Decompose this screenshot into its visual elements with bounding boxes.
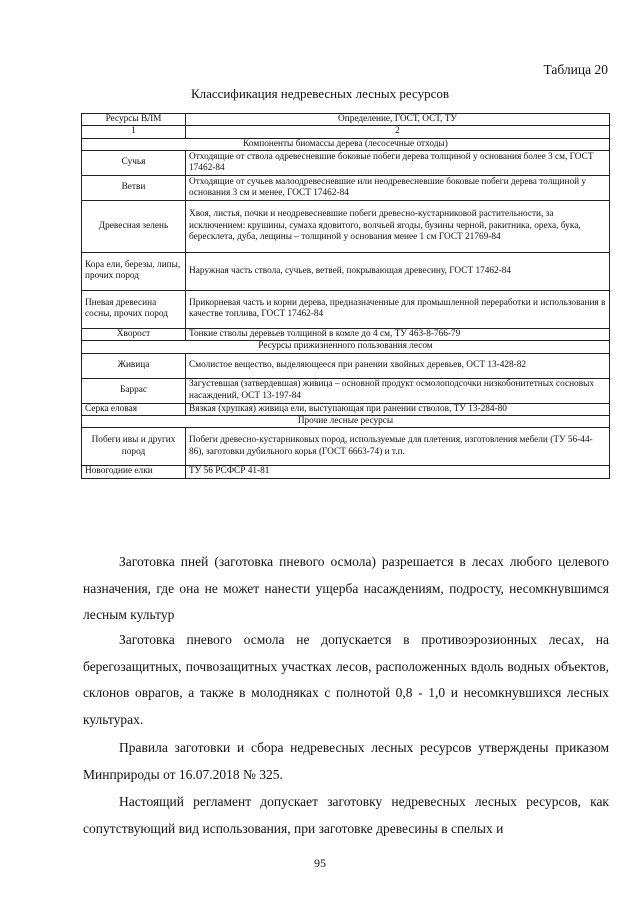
resource-name: Живица: [82, 353, 186, 378]
resource-name: Хворост: [82, 328, 186, 340]
paragraph-text: Заготовка пневого осмола не допускается в противоэрозионных лесах, на берегозащитных, почвозащитных участках лесов, расположенных вдоль водных объектов, склонов оврагов, а также в молодняках с полнотой 0,8 - 1,0 и несомкнувшихся лесных культурах.: [83, 632, 609, 727]
resource-name: Древесная зелень: [82, 200, 186, 252]
column-header-resources: Ресурсы ВЛМ: [82, 114, 186, 126]
resource-name: Сучья: [82, 150, 186, 175]
table-number-row: [82, 126, 610, 138]
resource-definition: Отходящие от ствола одревесневшие боковые побеги дерева толщиной у основания более 3 см, ГОСТ 17462-84: [186, 150, 610, 175]
page-number: 95: [314, 856, 326, 870]
paragraph-text: Заготовка пней (заготовка пневого осмола) разрешается в лесах любого целевого назначения, где она не может нанести ущерба насаждениям, подросту, несомкнувшимся лесным культур: [83, 554, 609, 622]
body-paragraph: [83, 789, 609, 842]
resource-name: Ветви: [82, 175, 186, 200]
body-paragraph: [83, 735, 609, 788]
table-row: [82, 466, 610, 478]
section-title: Ресурсы прижизненного пользования лесом: [82, 341, 610, 353]
table-row: [82, 353, 610, 378]
section-row: [82, 341, 610, 353]
table-row: [82, 328, 610, 340]
table-row: [82, 150, 610, 175]
body-paragraph: [83, 549, 609, 629]
resource-definition: ТУ 56 РСФСР 41-81: [186, 466, 610, 478]
resource-definition: Прикорневая часть и корни дерева, предназначенные для промышленной переработки и использования в качестве топлива, ГОСТ 17462-84: [186, 290, 610, 328]
resource-definition: Побеги древесно-кустарниковых пород, используемые для плетения, изготовления мебели (ТУ 56-44-86), заготовки дубильного корья (ГОСТ 6663-74) и т.п.: [186, 428, 610, 466]
resource-name: Баррас: [82, 378, 186, 403]
section-title: Компоненты биомассы дерева (лесосечные отходы): [82, 138, 610, 150]
table-row: [82, 200, 610, 252]
table-row: [82, 252, 610, 290]
column-number: 2: [186, 126, 610, 138]
table-row: [82, 175, 610, 200]
section-row: [82, 415, 610, 427]
resource-definition: Отходящие от сучьев малоодревесневшие или неодревесневшие боковые побеги дерева толщиной у основания 3 см и менее, ГОСТ 17462-84: [186, 175, 610, 200]
table-row: [82, 403, 610, 415]
table-header-row: [82, 114, 610, 126]
resource-definition: Тонкие стволы деревьев толщиной в комле до 4 см, ТУ 463-8-766-79: [186, 328, 610, 340]
resource-definition: Вязкая (хрупкая) живица ели, выступающая при ранении стволов, ТУ 13-284-80: [186, 403, 610, 415]
resource-name: Пневая древесина сосны, прочих пород: [82, 290, 186, 328]
resources-table: [81, 113, 610, 479]
paragraph-text: Правила заготовки и сбора недревесных лесных ресурсов утверждены приказом Минприроды от 16.07.2018 № 325.: [83, 740, 609, 782]
table-row: [82, 290, 610, 328]
table-row: [82, 378, 610, 403]
resource-name: Новогодние елки: [82, 466, 186, 478]
table-number: Таблица 20: [543, 62, 608, 77]
resource-definition: Хвоя, листья, почки и неодревесневшие побеги древесно-кустарниковой растительности, за исключением: крушины, сумаха ядовитого, волчьей ягоды, бузины черной, ракитника, ореха, бука, бересклета, дуба, лещины – толщиной у основания менее 1 см ГОСТ 21769-84: [186, 200, 610, 252]
paragraph-text: Настоящий регламент допускает заготовку недревесных лесных ресурсов, как сопутствующий вид использования, при заготовке древесины в спелых и: [83, 794, 609, 836]
column-header-definition: Определение, ГОСТ, ОСТ, ТУ: [186, 114, 610, 126]
resource-definition: Наружная часть ствола, сучьев, ветвей, покрывающая древесину, ГОСТ 17462-84: [186, 252, 610, 290]
resource-name: Побеги ивы и других пород: [82, 428, 186, 466]
resource-definition: Загустевшая (затвердевшая) живица – основной продукт осмолоподсочки низкобонитетных сосновых насаждений, ОСТ 13-197-84: [186, 378, 610, 403]
section-title: Прочие лесные ресурсы: [82, 415, 610, 427]
table-title: Классификация недревесных лесных ресурсов: [190, 86, 450, 101]
column-number: 1: [82, 126, 186, 138]
resource-name: Кора ели, березы, липы, прочих пород: [82, 252, 186, 290]
body-paragraph: [83, 627, 609, 733]
resource-definition: Смолистое вещество, выделяющееся при ранении хвойных деревьев, ОСТ 13-428-82: [186, 353, 610, 378]
section-row: [82, 138, 610, 150]
table-row: [82, 428, 610, 466]
resource-name: Серка еловая: [82, 403, 186, 415]
